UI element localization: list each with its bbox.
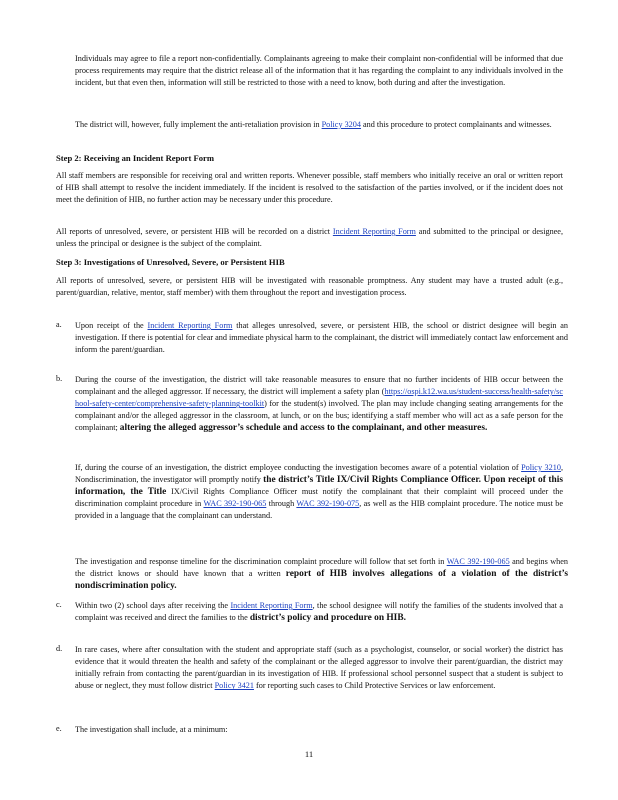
list-marker-c: c. — [56, 600, 62, 609]
intro-paragraph: Individuals may agree to file a report non-confidentially. Complainants agreeing to make their complaint non-confidential will be informed that due process requirements may require that the district release all of the information that it has regarding the complaint to any individuals involved in the incident, but that even then, information will still be restricted to those with a need to know, both during and after the investigation. — [75, 54, 563, 88]
step2-paragraph-2: All reports of unresolved, severe, or persistent HIB will be recorded on a district Incident Reporting Form and submitted to the principal or designee, unless the principal or designee is the subject of the complaint. — [56, 227, 563, 249]
list-marker-e: e. — [56, 724, 62, 733]
list-item-c: Within two (2) school days after receiving the Incident Reporting Form, the school designee will notify the families of the students involved that a complaint was received and direct the families to the district’s policy and procedure on HIB. — [75, 601, 563, 624]
incident-reporting-form-link-c[interactable]: Incident Reporting Form — [230, 601, 313, 610]
policy-3204-link[interactable]: Policy 3204 — [321, 120, 361, 129]
wac-392-190-065-link-2[interactable]: WAC 392-190-065 — [446, 557, 510, 566]
step3-paragraph-1: All reports of unresolved, severe, or persistent HIB will be investigated with reasonable promptness. Any student may have a trusted adult (e.g., parent/guardian, relative, mentor, staff member) with them throughout the report and investigation process. — [56, 276, 563, 298]
list-item-e: The investigation shall include, at a minimum: — [75, 725, 228, 734]
step3-heading: Step 3: Investigations of Unresolved, Severe, or Persistent HIB — [56, 257, 285, 267]
list-item-b-paragraph-3: The investigation and response timeline for the discrimination complaint procedure will follow that set forth in WAC 392-190-065 and begins when the district knows or should have known that a written report of HIB involves allegations of a violation of the district’s nondiscrimination policy. — [75, 557, 569, 592]
list-item-d: In rare cases, where after consultation with the student and appropriate staff (such as a psychologist, counselor, or social worker) the district has evidence that it would threaten the health and safety of the complainant or the alleged aggressor to involve their parent/guardian, the district may initially refrain from contacting the parent/guardian in its investigation of HIB. If professional school personnel suspect that a student is subject to abuse or neglect, they must follow district Policy 3421 for reporting such cases to Child Protective Services or law enforcement. — [75, 645, 563, 691]
incident-reporting-form-link[interactable]: Incident Reporting Form — [332, 227, 416, 236]
policy-3421-link[interactable]: Policy 3421 — [214, 681, 254, 691]
wac-392-190-075-link[interactable]: WAC 392-190-075 — [296, 499, 360, 509]
list-item-b: During the course of the investigation, the district will take reasonable measures to ensure that no further incidents of HIB occur between the complainant and the alleged aggressor. If necessary, the district will implement a safety plan (https://ospi.k12.wa.us/student-success/health-safety/school-safety-center/comprehensive-safety-planning-toolkit) for the student(s) involved. The plan may include changing seating arrangements for the complainant and/or the alleged aggressor in the classroom, at lunch, or on the bus; identifying a staff member who will act as a safe person for the complainant; altering the alleged aggressor’s schedule and access to the complainant, and other measures. — [75, 375, 563, 434]
incident-reporting-form-link-a[interactable]: Incident Reporting Form — [147, 321, 233, 330]
safety-plan-link[interactable]: https://ospi.k12.wa.us/student-success/health-safety/school-safety-center/comprehensive-safety-planning-toolkit — [75, 387, 563, 409]
step2-heading: Step 2: Receiving an Incident Report Form — [56, 153, 215, 163]
wac-392-190-065-link[interactable]: WAC 392-190-065 — [203, 499, 267, 509]
list-marker-a: a. — [56, 320, 62, 329]
list-marker-b: b. — [56, 374, 63, 383]
policy-3210-link[interactable]: Policy 3210 — [521, 463, 561, 472]
list-item-a: Upon receipt of the Incident Reporting Form that alleges unresolved, severe, or persistent HIB, the school or district designee will begin an investigation. If there is potential for clear and immediate physical harm to the complainant, the district will immediately contact law enforcement and inform the parent/guardian. — [75, 321, 568, 355]
list-marker-d: d. — [56, 644, 63, 653]
intro-retaliation-paragraph: The district will, however, fully implement the anti-retaliation provision in Policy 3204 and this procedure to protect complainants and witnesses. — [75, 120, 552, 129]
list-item-b-paragraph-2: If, during the course of an investigation, the district employee conducting the investigation becomes aware of a potential violation of Policy 3210, Nondiscrimination, the investigator will promptly notify the district’s Title IX/Civil Rights Compliance Officer. Upon receipt of this information, the Title IX/Civil Rights Compliance Officer must notify the complainant that their complaint will proceed under the discrimination complaint procedure in WAC 392-190-065 through WAC 392-190-075, as well as the HIB complaint procedure. The notice must be provided in a language that the complainant can understand. — [75, 463, 563, 521]
step2-paragraph-1: All staff members are responsible for receiving oral and written reports. Whenever possible, staff members who initially receive an oral or written report of HIB shall attempt to resolve the incident immediately. If the incident is resolved to the satisfaction of the parties involved, or if the incident does not meet the definition of HIB, no further action may be necessary under this procedure. — [56, 171, 563, 205]
page-number: 11 — [304, 749, 314, 759]
